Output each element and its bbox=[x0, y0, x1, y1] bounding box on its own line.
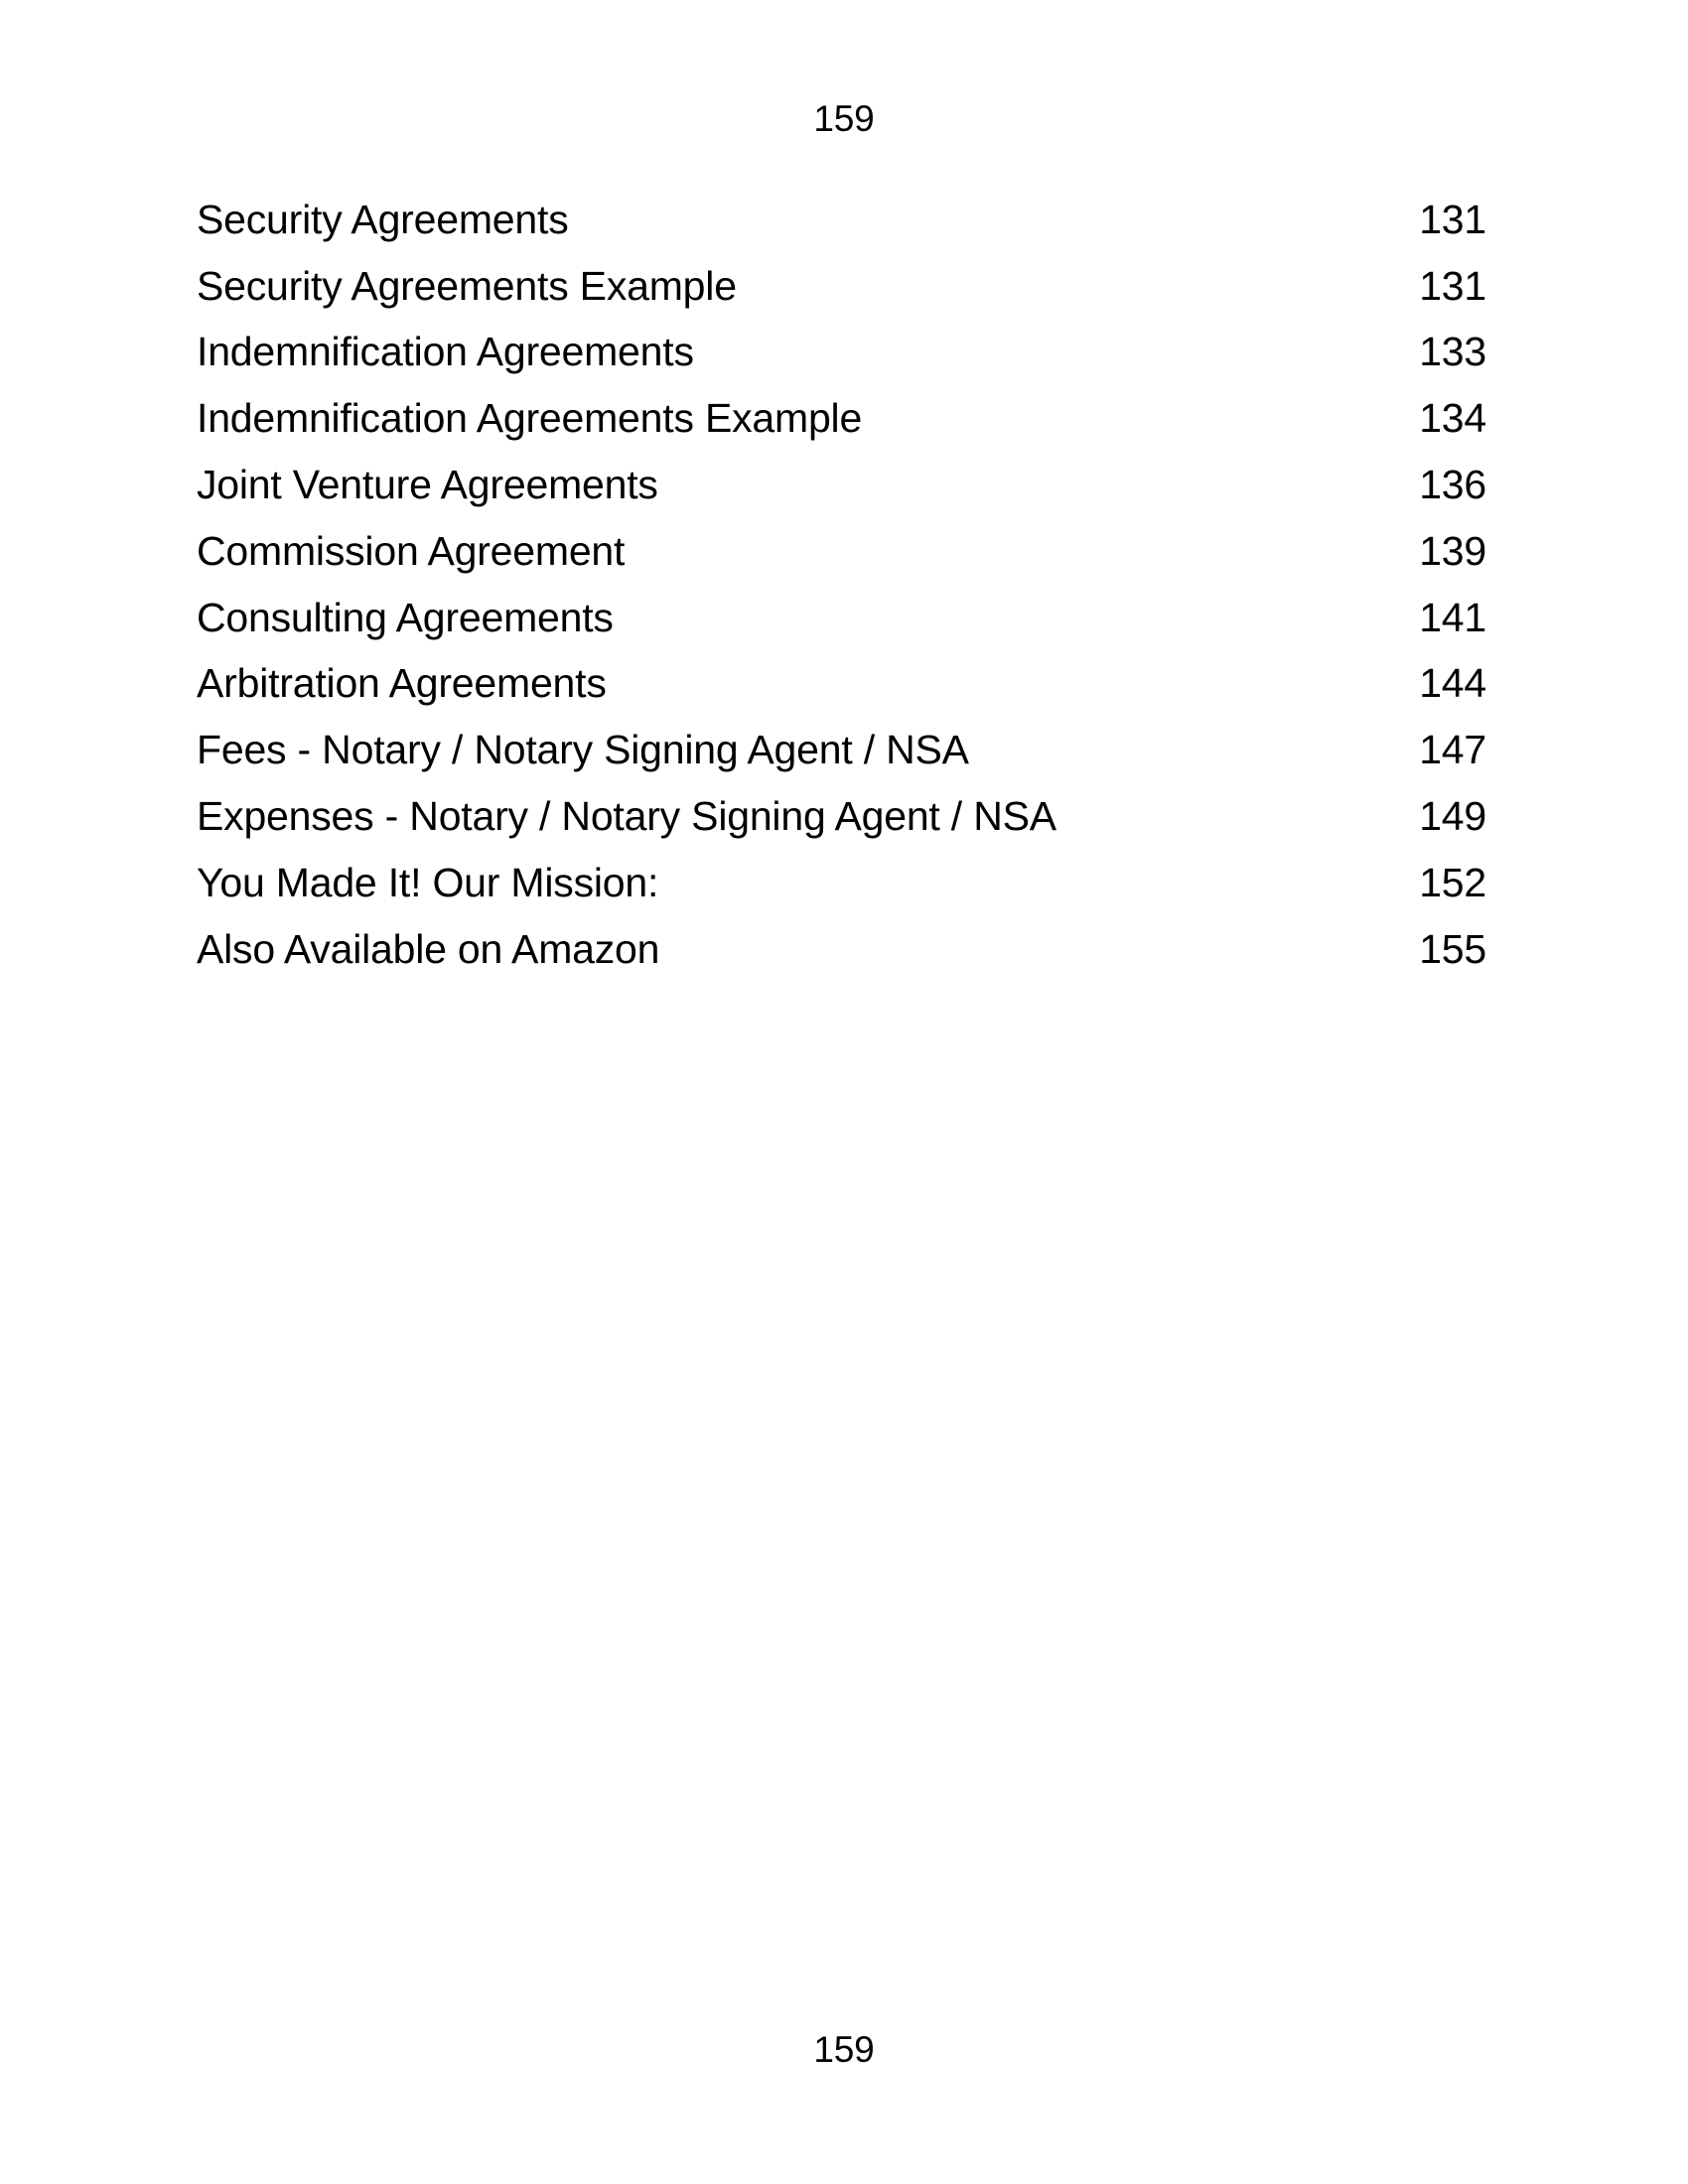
toc-entry-title: Security Agreements bbox=[197, 196, 569, 242]
toc-entry-page-number: 131 bbox=[1419, 196, 1486, 242]
toc-row bbox=[197, 850, 1486, 916]
toc-entry-title: You Made It! Our Mission: bbox=[197, 859, 659, 905]
toc-entry-title: Security Agreements Example bbox=[197, 262, 737, 309]
toc-entry-page-number: 149 bbox=[1419, 793, 1486, 840]
page-number-footer: 159 bbox=[813, 2029, 875, 2070]
toc-entry-page-number: 131 bbox=[1419, 262, 1486, 309]
table-of-contents bbox=[197, 187, 1486, 983]
toc-entry-title: Commission Agreement bbox=[197, 527, 626, 574]
toc-entry-title: Expenses - Notary / Notary Signing Agent / NSA bbox=[197, 793, 1056, 840]
toc-entry-title: Joint Venture Agreements bbox=[197, 462, 658, 508]
toc-entry-title: Consulting Agreements bbox=[197, 594, 614, 640]
toc-row bbox=[197, 452, 1486, 518]
toc-entry-page-number: 152 bbox=[1419, 859, 1486, 905]
page-number-header: 159 bbox=[813, 98, 875, 139]
toc-entry-page-number: 136 bbox=[1419, 462, 1486, 508]
toc-row bbox=[197, 187, 1486, 253]
toc-entry-page-number: 141 bbox=[1419, 594, 1486, 640]
toc-row bbox=[197, 320, 1486, 386]
toc-entry-page-number: 139 bbox=[1419, 527, 1486, 574]
toc-entry-page-number: 155 bbox=[1419, 925, 1486, 972]
toc-entry-title: Also Available on Amazon bbox=[197, 925, 660, 972]
toc-entry-page-number: 144 bbox=[1419, 660, 1486, 707]
toc-row bbox=[197, 717, 1486, 783]
toc-row bbox=[197, 651, 1486, 718]
toc-row bbox=[197, 518, 1486, 585]
toc-row bbox=[197, 385, 1486, 452]
toc-row bbox=[197, 253, 1486, 320]
toc-entry-page-number: 134 bbox=[1419, 395, 1486, 442]
toc-row bbox=[197, 585, 1486, 651]
toc-entry-page-number: 147 bbox=[1419, 727, 1486, 773]
toc-entry-title: Fees - Notary / Notary Signing Agent / NSA bbox=[197, 727, 969, 773]
toc-entry-title: Arbitration Agreements bbox=[197, 660, 607, 707]
toc-row bbox=[197, 783, 1486, 850]
toc-entry-title: Indemnification Agreements bbox=[197, 329, 694, 375]
toc-entry-title: Indemnification Agreements Example bbox=[197, 395, 863, 442]
toc-row bbox=[197, 916, 1486, 983]
toc-entry-page-number: 133 bbox=[1419, 329, 1486, 375]
